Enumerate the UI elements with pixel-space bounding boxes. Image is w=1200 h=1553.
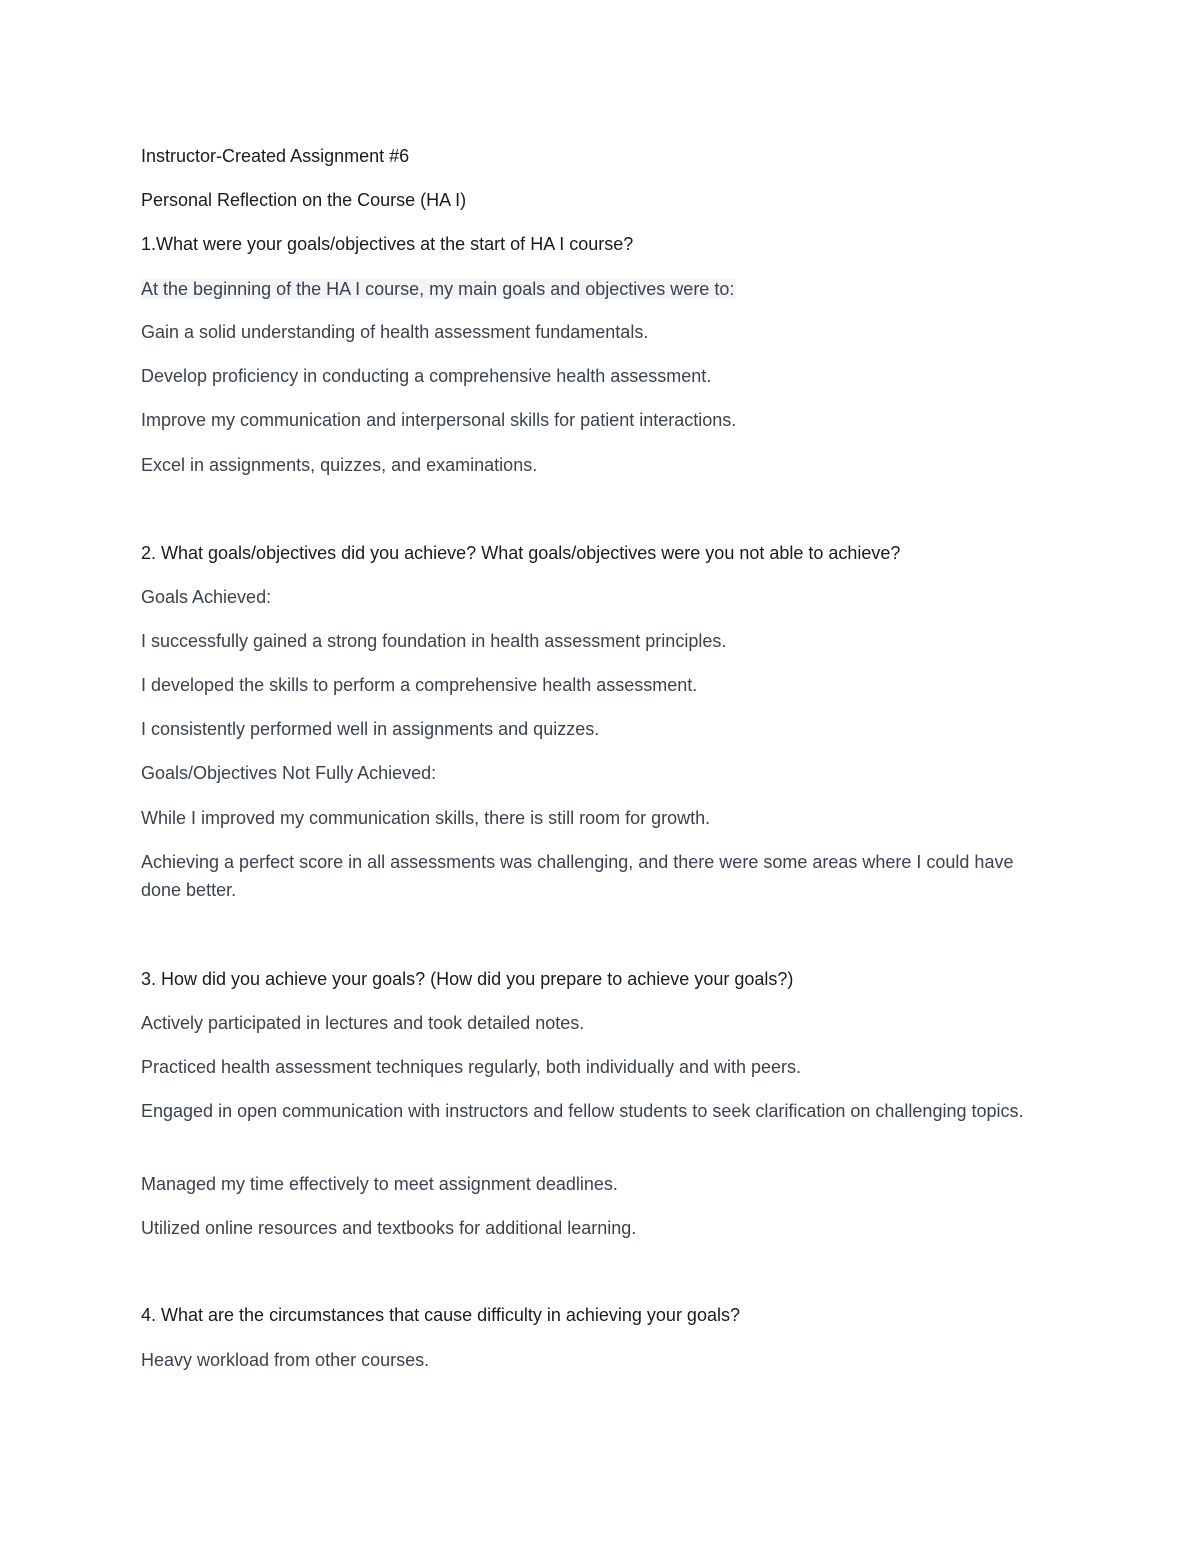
q3-item: Utilized online resources and textbooks for additional learning. [141, 1218, 637, 1238]
document-subtitle: Personal Reflection on the Course (HA I) [141, 190, 467, 210]
q1-item: Improve my communication and interpersonal skills for patient interactions. [141, 410, 737, 430]
q1-item: Gain a solid understanding of health assessment fundamentals. [141, 322, 649, 342]
q2-achieved-item: I consistently performed well in assignments and quizzes. [141, 719, 600, 739]
q3-item: Managed my time effectively to meet assignment deadlines. [141, 1174, 618, 1194]
q2-achieved-heading: Goals Achieved: [141, 587, 272, 607]
q2-not-achieved-item: Achieving a perfect score in all assessments was challenging, and there were some areas where I could have done better. [141, 852, 1014, 900]
document-title: Instructor-Created Assignment #6 [141, 146, 410, 166]
q2-not-achieved-item: While I improved my communication skills, there is still room for growth. [141, 808, 711, 828]
q1-intro-text: At the beginning of the HA I course, my main goals and objectives were to: [141, 279, 735, 299]
q2-achieved-item: I successfully gained a strong foundation in health assessment principles. [141, 631, 727, 651]
q1-intro [141, 275, 1071, 303]
question-2: 2. What goals/objectives did you achieve? What goals/objectives were you not able to achieve? [141, 543, 901, 563]
q3-item: Practiced health assessment techniques regularly, both individually and with peers. [141, 1057, 802, 1077]
question-3: 3. How did you achieve your goals? (How did you prepare to achieve your goals?) [141, 969, 794, 989]
question-1: 1.What were your goals/objectives at the start of HA I course? [141, 234, 634, 254]
q3-item: Engaged in open communication with instructors and fellow students to seek clarification on challenging topics. [141, 1101, 1024, 1121]
q2-not-achieved-heading: Goals/Objectives Not Fully Achieved: [141, 763, 437, 783]
q2-achieved-item: I developed the skills to perform a comprehensive health assessment. [141, 675, 698, 695]
q3-item: Actively participated in lectures and took detailed notes. [141, 1013, 585, 1033]
q4-item: Heavy workload from other courses. [141, 1350, 430, 1370]
q1-item: Excel in assignments, quizzes, and examinations. [141, 455, 538, 475]
question-4: 4. What are the circumstances that cause difficulty in achieving your goals? [141, 1305, 740, 1325]
q1-item: Develop proficiency in conducting a comprehensive health assessment. [141, 366, 712, 386]
